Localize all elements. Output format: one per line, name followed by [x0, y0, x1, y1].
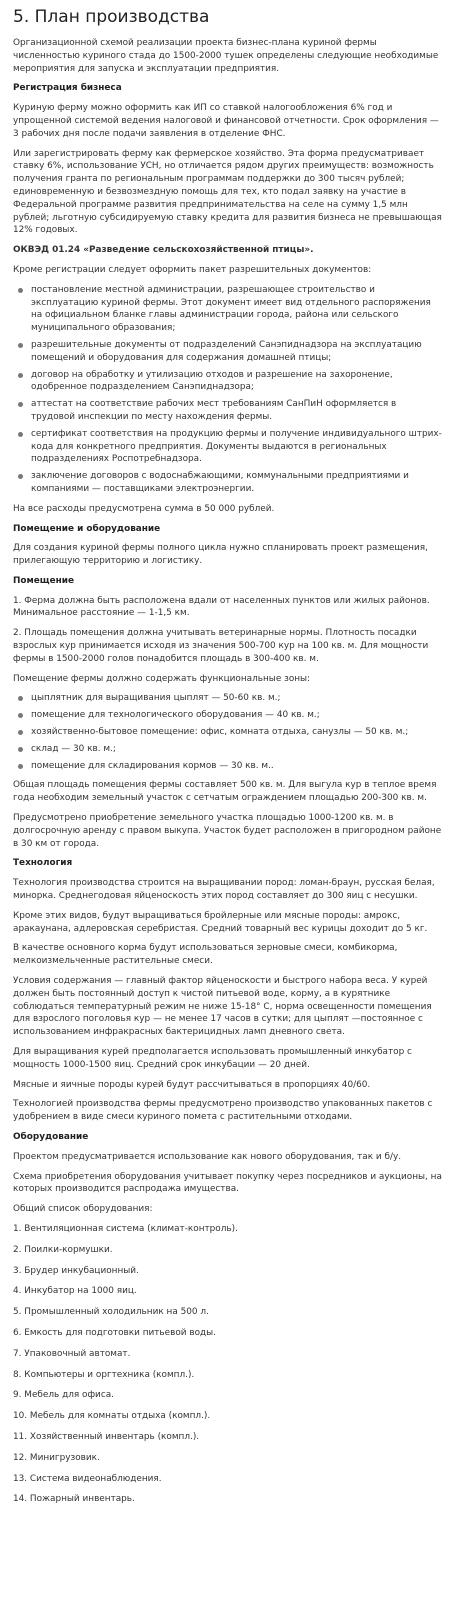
zones-list [13, 692, 443, 772]
list-item: 2. Поилки-кормушки. [13, 1244, 113, 1255]
technology-paragraph: Технологией производства фермы предусмотрено производство упакованных пакетов с удобрением в виде смеси куриного помета с растительными отходами. [13, 1099, 433, 1123]
registration-paragraph: Или зарегистрировать ферму как фермерское хозяйство. Эта форма предусматривает ставку 6%, использование УСН, но отличается рядом других преимуществ: возможность получения гранта по региональным программам поддержки до 300 тысяч рублей; единовременную и безвозмездную помощь для тех, кто подал заявку на участие в Федеральной программе развития предпринимательства на селе на сумму 1,5 млн рублей; льготную субсидируемую ставку кредита для развития бизнеса не превышающая 12% годовых. [13, 148, 442, 236]
list-item: 4. Инкубатор на 1000 яиц. [13, 1286, 137, 1297]
equipment-paragraph: Проектом предусматривается использование как нового оборудования, так и б/у. [13, 1151, 402, 1162]
premises-equipment-paragraph: Для создания куриной фермы полного цикла нужно спланировать проект размещения, прилегающую территорию и логистику. [13, 543, 428, 567]
list-item: хозяйственно-бытовое помещение: офис, комната отдыха, санузлы — 50 кв. м.; [13, 726, 443, 739]
equipment-paragraph: Общий список оборудования: [13, 1204, 153, 1215]
equipment-paragraph: Схема приобретения оборудования учитывает покупку через посредников и аукционы, на которых производится распродажа имущества. [13, 1171, 442, 1195]
registration-paragraph: Кроме регистрации следует оформить пакет разрешительных документов: [13, 264, 372, 275]
premises-paragraph: Общая площадь помещения фермы составляет 500 кв. м. Для выгула кур в теплое время года необходим земельный участок с сетчатым ограждением площадью 200-300 кв. м. [13, 780, 437, 804]
list-item: договор на обработку и утилизацию отходов и разрешение на захоронение, одобренное подразделением Санэпиднадзора; [13, 369, 443, 395]
list-item: 8. Компьютеры и оргтехника (компл.). [13, 1369, 195, 1380]
documents-list [13, 284, 443, 496]
technology-paragraph: Мясные и яичные породы курей будут рассчитываться в пропорциях 40/60. [13, 1079, 371, 1090]
technology-paragraph: Кроме этих видов, будут выращиваться бройлерные или мясные породы: амрокс, аракаунана, адлеровская серебристая. Средний товарный вес курицы доходит до 5 кг. [13, 910, 428, 934]
technology-paragraph: Условия содержания — главный фактор яйценоскости и быстрого набора веса. У курей должен быть постоянный доступ к чистой питьевой воде, корму, а в курятнике соблюдаться температурный режим не ниже 15-18° С, норма освещенности помещения для взрослого поголовья кур — не менее 17 часов в сутки; для цыплят —постоянное с использованием инфракрасных бактерицидных ламп дневного света. [13, 976, 432, 1038]
list-item: цыплятник для выращивания цыплят — 50-60 кв. м.; [13, 692, 443, 705]
registration-paragraph: Куриную ферму можно оформить как ИП со ставкой налогообложения 6% год и упрощенной системой ведения налоговой и финансовой отчетности. Срок оформления — 3 рабочих дня после подачи заявления в отделение ФНС. [13, 103, 439, 139]
list-item: склад — 30 кв. м.; [13, 743, 443, 756]
technology-paragraph: Технология производства строится на выращивании пород: ломан-браун, русская белая, минорка. Среднегодовая яйценоскость этих пород составляет до 300 яиц с несушки. [13, 878, 435, 902]
list-item: помещение для складирования кормов — 30 кв. м.. [13, 760, 443, 773]
registration-heading: Регистрация бизнеса [13, 83, 122, 94]
list-item: 13. Система видеонаблюдения. [13, 1473, 162, 1484]
equipment-list [13, 1223, 443, 1506]
okved-line: ОКВЭД 01.24 «Разведение сельскохозяйственной птицы». [13, 245, 314, 256]
equipment-heading: Оборудование [13, 1131, 89, 1142]
premises-paragraph: Предусмотрено приобретение земельного участка площадью 1000-1200 кв. м. в долгосрочную аренду с правом выкупа. Участок будет расположен в пригородном районе в 30 км от города. [13, 813, 442, 849]
intro-paragraph: Организационной схемой реализации проекта бизнес-плана куриной фермы численностью куриного стада до 1500-2000 тушек определены следующие необходимые мероприятия для запуска и эксплуатации предприятия. [13, 38, 439, 74]
premises-paragraph: 1. Ферма должна быть расположена вдали от населенных пунктов или жилых районов. Минимальное расстояние — 1-1,5 км. [13, 595, 430, 619]
registration-paragraph: На все расходы предусмотрена сумма в 50 000 рублей. [13, 503, 275, 514]
list-item: 7. Упаковочный автомат. [13, 1348, 131, 1359]
premises-paragraph: Помещение фермы должно содержать функциональные зоны: [13, 673, 311, 684]
list-item: 6. Емкость для подготовки питьевой воды. [13, 1327, 216, 1338]
technology-paragraph: Для выращивания курей предполагается использовать промышленный инкубатор с мощность 1000-1500 яиц. Средний срок инкубации — 20 дней. [13, 1047, 412, 1070]
list-item: разрешительные документы от подразделений Санэпиднадзора на эксплуатацию помещений и оборудования для содержания домашней птицы; [13, 339, 443, 365]
list-item: аттестат на соответствие рабочих мест требованиям СанПиН оформляется в трудовой инспекции по месту нахождения фермы. [13, 398, 443, 424]
premises-equipment-heading: Помещение и оборудование [13, 523, 161, 534]
list-item: постановление местной администрации, разрешающее строительство и эксплуатацию куриной фермы. Этот документ имеет вид отдельного распоряжения на официальном бланке главы администрации города, района или сельского муниципального образования; [13, 284, 443, 335]
list-item: заключение договоров с водоснабжающими, коммунальными предприятиями и компаниями — поставщиками электроэнергии. [13, 470, 443, 496]
list-item: помещение для технологического оборудования — 40 кв. м.; [13, 709, 443, 722]
list-item: 10. Мебель для комнаты отдыха (компл.). [13, 1411, 211, 1422]
technology-paragraph: В качестве основного корма будут использоваться зерновые смеси, комбикорма, мелкоизмельченные растительные смеси. [13, 943, 398, 967]
list-item: 12. Минигрузовик. [13, 1452, 100, 1463]
list-item: 1. Вентиляционная система (климат-контроль). [13, 1223, 238, 1234]
list-item: 11. Хозяйственный инвентарь (компл.). [13, 1431, 200, 1442]
premises-heading: Помещение [13, 575, 74, 586]
list-item: 9. Мебель для офиса. [13, 1390, 114, 1401]
list-item: сертификат соответствия на продукцию фермы и получение индивидуального штрих-кода для конкретного предприятия. Документы выдаются в региональных подразделениях Роспотребнадзора. [13, 428, 443, 466]
list-item: 14. Пожарный инвентарь. [13, 1494, 135, 1505]
premises-paragraph: 2. Площадь помещения должна учитывать ветеринарные нормы. Плотность посадки взрослых кур принимается исходя из значения 500-700 кур на 100 кв. м. Для мощности фермы в 1500-2000 голов понадобится площадь в 300-400 кв. м. [13, 628, 429, 664]
page-title: 5. План производства [13, 7, 210, 27]
technology-heading: Технология [13, 858, 73, 869]
list-item: 3. Брудер инкубационный. [13, 1265, 139, 1276]
list-item: 5. Промышленный холодильник на 500 л. [13, 1307, 209, 1318]
